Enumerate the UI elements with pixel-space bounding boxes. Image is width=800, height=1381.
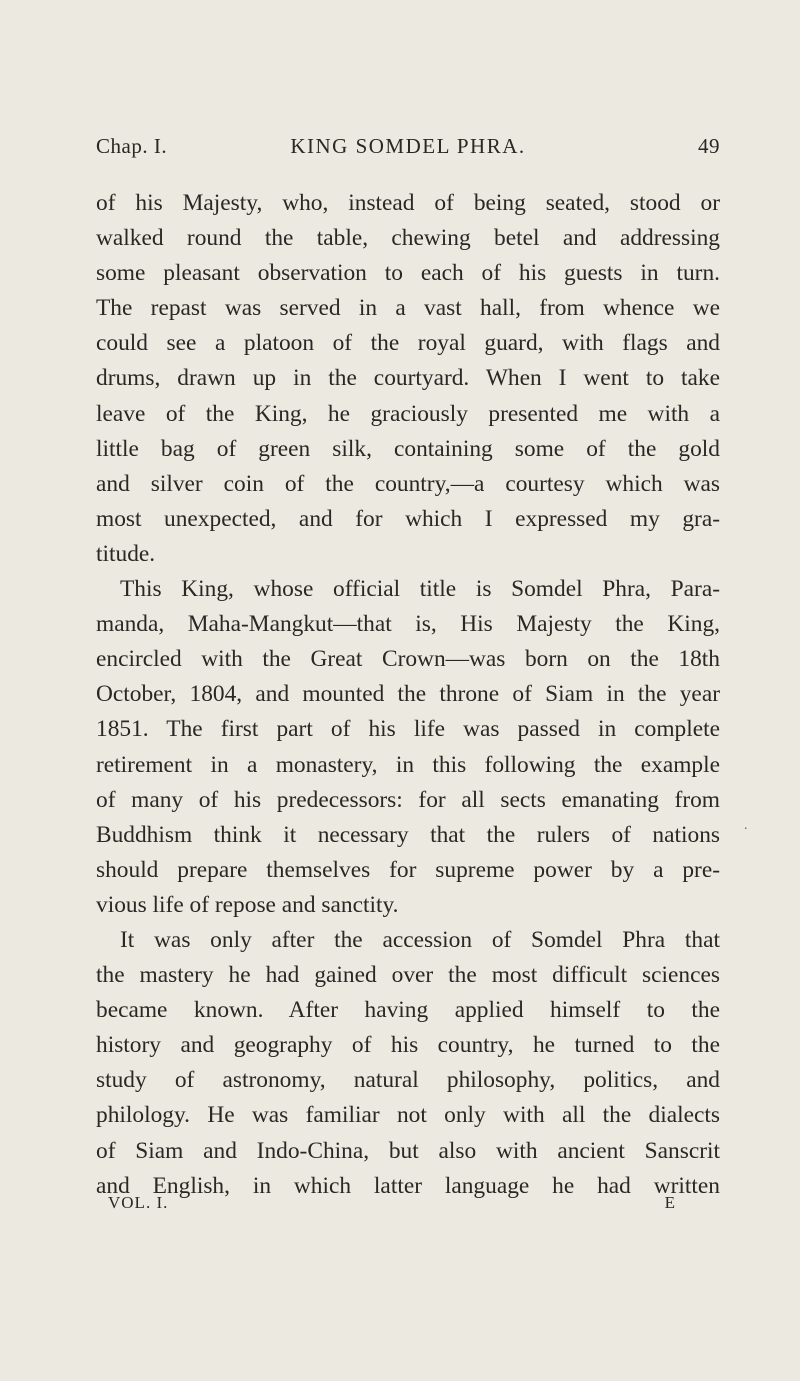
text-line: retirement in a monastery, in this following the example bbox=[96, 751, 720, 778]
text-line: drums, drawn up in the courtyard. When I went to take bbox=[96, 365, 720, 392]
page-number: 49 bbox=[698, 134, 720, 158]
text-line: history and geography of his country, he turned to the bbox=[96, 1032, 720, 1059]
margin-mark: . bbox=[744, 818, 748, 833]
text-line: 1851. The first part of his life was passed in complete bbox=[96, 716, 720, 743]
chapter-label: Chap. I. bbox=[96, 134, 168, 158]
text-line: of his Majesty, who, instead of being seated, stood or bbox=[96, 190, 720, 216]
text-line: study of astronomy, natural philosophy, politics, and bbox=[96, 1067, 720, 1094]
text-line: and English, in which latter language he had written bbox=[96, 1172, 720, 1199]
text-line: became known. After having applied himself to the bbox=[96, 997, 720, 1024]
text-line: philology. He was familiar not only with all the dialects bbox=[96, 1102, 720, 1129]
paragraph-2 bbox=[96, 572, 720, 923]
signature-footer bbox=[96, 1193, 720, 1217]
text-line: Buddhism think it necessary that the rulers of nations bbox=[96, 821, 720, 848]
text-line: could see a platoon of the royal guard, with flags and bbox=[96, 330, 720, 357]
text-line: The repast was served in a vast hall, from whence we bbox=[96, 295, 720, 322]
sheet-letter: E bbox=[664, 1193, 676, 1212]
text-line: encircled with the Great Crown—was born on the 18th bbox=[96, 646, 720, 673]
text-line: of Siam and Indo-China, but also with ancient Sanscrit bbox=[96, 1137, 720, 1164]
text-line: walked round the table, chewing betel and addressing bbox=[96, 225, 720, 252]
running-title: KING SOMDEL PHRA. bbox=[290, 134, 526, 158]
text-line: should prepare themselves for supreme power by a pre- bbox=[96, 856, 720, 883]
text-line: It was only after the accession of Somdel Phra that bbox=[120, 926, 720, 953]
volume-signature: VOL. I. bbox=[108, 1193, 169, 1212]
text-line: manda, Maha-Mangkut—that is, His Majesty the King, bbox=[96, 611, 720, 638]
text-line: some pleasant observation to each of his guests in turn. bbox=[96, 260, 720, 287]
text-line: October, 1804, and mounted the throne of Siam in the year bbox=[96, 681, 720, 708]
running-header bbox=[96, 134, 720, 164]
paragraph-1 bbox=[96, 186, 720, 572]
text-line: titude. bbox=[96, 540, 156, 567]
text-line: and silver coin of the country,—a courtesy which was bbox=[96, 470, 720, 497]
text-line: leave of the King, he graciously presented me with a bbox=[96, 400, 720, 427]
paragraph-3 bbox=[96, 923, 720, 1204]
text-line: little bag of green silk, containing some of the gold bbox=[96, 435, 720, 462]
body-text bbox=[96, 186, 720, 1204]
text-line: This King, whose official title is Somdel Phra, Para- bbox=[120, 576, 720, 603]
text-line: vious life of repose and sanctity. bbox=[96, 891, 399, 918]
text-line: most unexpected, and for which I expressed my gra- bbox=[96, 505, 720, 532]
text-line: of many of his predecessors: for all sects emanating from bbox=[96, 786, 720, 813]
text-line: the mastery he had gained over the most difficult sciences bbox=[96, 962, 720, 989]
